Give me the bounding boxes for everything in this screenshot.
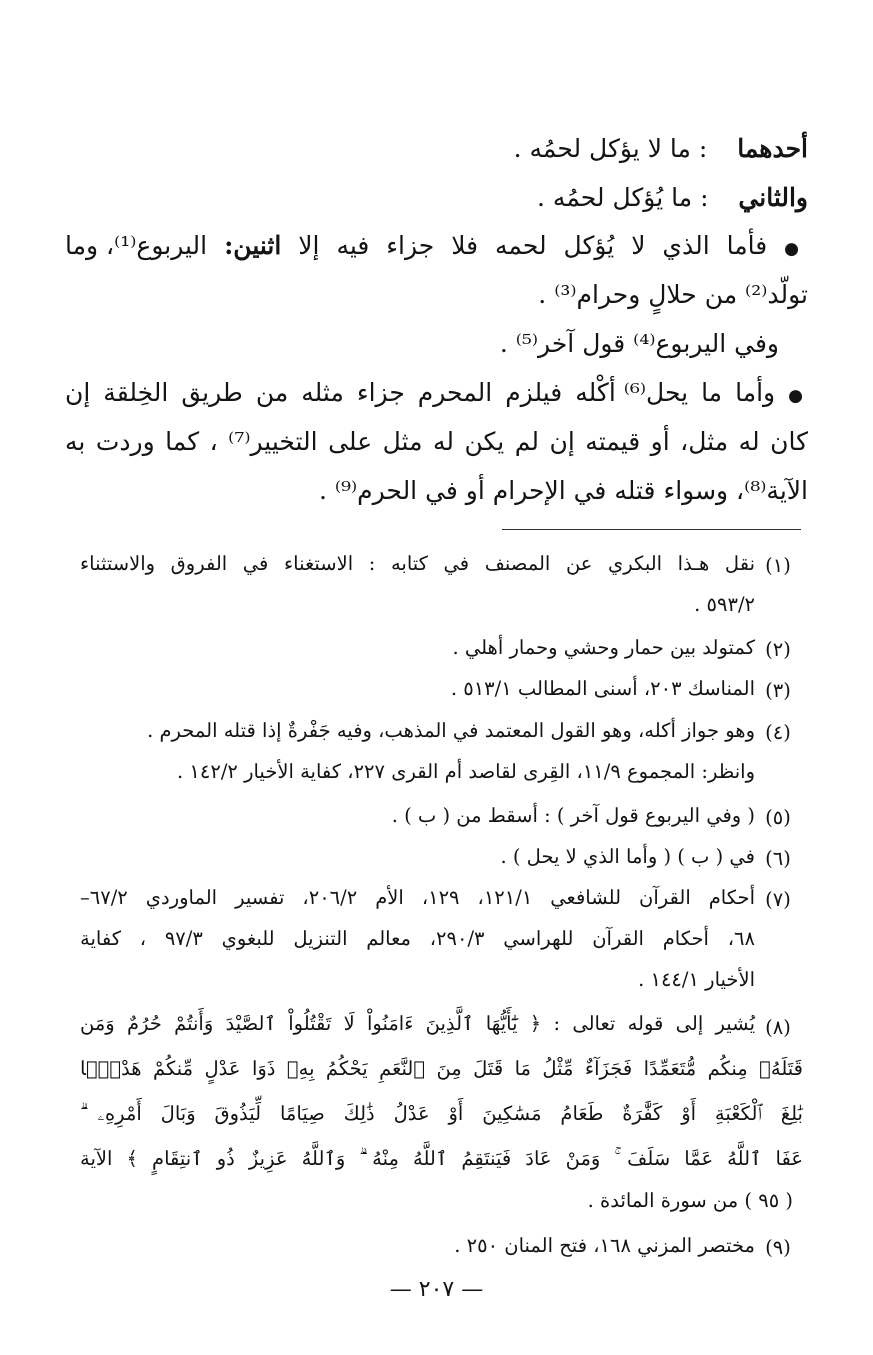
footnote-4-line-1: وهو جواز أكله، وهو القول المعتمد في المذهب، وفيه جَفْرةٌ إذا قتله المحرم . xyxy=(147,719,755,742)
first-category-label: أحدهما xyxy=(737,134,808,163)
paragraph-1-line-3: وفي اليربوع⁽⁴⁾ قول آخر⁽⁵⁾ . xyxy=(499,329,779,358)
footnote-8-line-3: بَٰلِغَ ٱلْكَعْبَةِ أَوْ كَفَّٰرَةٌ طَعَامُ مَسَٰكِينَ أَوْ عَدْلُ ذَٰلِكَ صِيَامًا لِّيَذُوقَ وَبَالَ أَمْرِهِۦ ۗ xyxy=(80,1102,803,1125)
footnote-5-line-1: ( وفي اليربوع قول آخر ) : أسقط من ( ب ) . xyxy=(391,804,755,827)
paragraph-2-line-2: كان له مثل، أو قيمته إن لم يكن له مثل على التخيير⁽⁷⁾ ، كما وردت به xyxy=(65,427,808,456)
footnote-number: (٥) xyxy=(765,806,791,829)
footnote-7-line-2: ٦٨، أحكام القرآن للهراسي ٢٩٠/٣، معالم التنزيل للبغوي ٩٧/٣ ، كفاية xyxy=(80,927,755,950)
footnote-1-line-1: نقل هـذا البكري عن المصنف في كتابه : الاستغناء في الفروق والاستثناء xyxy=(80,552,755,575)
footnote-6-line-1: في ( ب ) ( وأما الذي لا يحل ) . xyxy=(500,845,755,868)
footnote-number: (٢) xyxy=(765,638,791,661)
footnote-8-line-4: عَفَا ٱللَّهُ عَمَّا سَلَفَ ۚ وَمَنْ عَادَ فَيَنتَقِمُ ٱللَّهُ مِنْهُ ۗ وَٱللَّهُ عَزِيزٌ ذُو ٱنتِقَامٍ ﴾ الآية xyxy=(80,1147,803,1170)
second-category-line xyxy=(537,183,808,212)
page-number: — ٢٠٧ — xyxy=(389,1277,484,1302)
paragraph-2-line-3: الآية⁽⁸⁾، وسواء قتله في الإحرام أو في الحرم⁽⁹⁾ . xyxy=(318,476,808,505)
footnote-number: (١) xyxy=(765,554,791,577)
footnote-number: (٣) xyxy=(765,679,791,702)
second-category-label: والثاني xyxy=(738,183,808,212)
footnote-1-line-2: ٥٩٣/٢ . xyxy=(694,593,755,616)
footnote-7-line-1: أحكام القرآن للشافعي ١٢١/١، ١٢٩، الأم ٢٠٦/٢، تفسير الماوردي ٦٧/٢– xyxy=(80,886,755,909)
paragraph-1-text-b: اليربوع⁽¹⁾، وما xyxy=(65,231,208,260)
paragraph-2-text-1: وأما ما يحل⁽⁶⁾ أكْله فيلزم المحرم جزاء مثله من طريق الخِلقة إن xyxy=(65,378,776,407)
footnote-number: (٤) xyxy=(765,721,791,744)
paragraph-2-line-1 xyxy=(65,378,808,407)
footnote-3-line-1: المناسك ٢٠٣، أسنى المطالب ٥١٣/١ . xyxy=(450,677,755,700)
footnote-number: (٦) xyxy=(765,847,791,870)
paragraph-1-bold-word: اثنين: xyxy=(224,231,282,260)
paragraph-1-text-a: فأما الذي لا يُؤكل لحمه فلا جزاء فيه إلا xyxy=(298,231,768,260)
footnote-4-line-2: وانظر: المجموع ١١/٩، القِرى لقاصد أم القرى ٢٢٧، كفاية الأخيار ١٤٢/٢ . xyxy=(177,760,755,783)
footnote-2-line-1: كمتولد بين حمار وحشي وحمار أهلي . xyxy=(452,636,755,659)
paragraph-1-line-1 xyxy=(65,231,808,260)
paragraph-1-line-2: تولّد⁽²⁾ من حلالٍ وحرام⁽³⁾ . xyxy=(538,280,808,309)
footnote-8-line-2: قَتَلَهُۥ مِنكُم مُّتَعَمِّدًا فَجَزَآءٌ مِّثْلُ مَا قَتَلَ مِنَ ٱلنَّعَمِ يَحْكُمُ بِهِۦ ذَوَا عَدْلٍ مِّنكُمْ هَدْيًۢا xyxy=(80,1057,803,1080)
first-category-line xyxy=(514,134,808,163)
footnote-9-line-1: مختصر المزني ١٦٨، فتح المنان ٢٥٠ . xyxy=(454,1234,755,1257)
footnote-separator xyxy=(502,529,801,530)
bullet-icon: ● xyxy=(788,386,808,406)
footnote-number: (٩) xyxy=(765,1236,791,1259)
footnote-number: (٧) xyxy=(765,888,791,911)
bullet-icon: ● xyxy=(784,239,808,259)
first-category-text: : ما لا يؤكل لحمُه . xyxy=(513,134,708,163)
footnote-8-line-5: ( ٩٥ ) من سورة المائدة . xyxy=(587,1189,793,1212)
footnote-number: (٨) xyxy=(765,1016,791,1039)
footnote-7-line-3: الأخيار ١٤٤/١ . xyxy=(638,968,755,991)
second-category-text: : ما يُؤكل لحمُه . xyxy=(537,183,709,212)
footnote-8-line-1: يُشير إلى قوله تعالى : ﴿ يَٰٓأَيُّهَا ٱلَّذِينَ ءَامَنُواْ لَا تَقْتُلُواْ ٱلصَّيْدَ وَأَنتُمْ حُرُمٌ وَمَن xyxy=(80,1012,755,1035)
